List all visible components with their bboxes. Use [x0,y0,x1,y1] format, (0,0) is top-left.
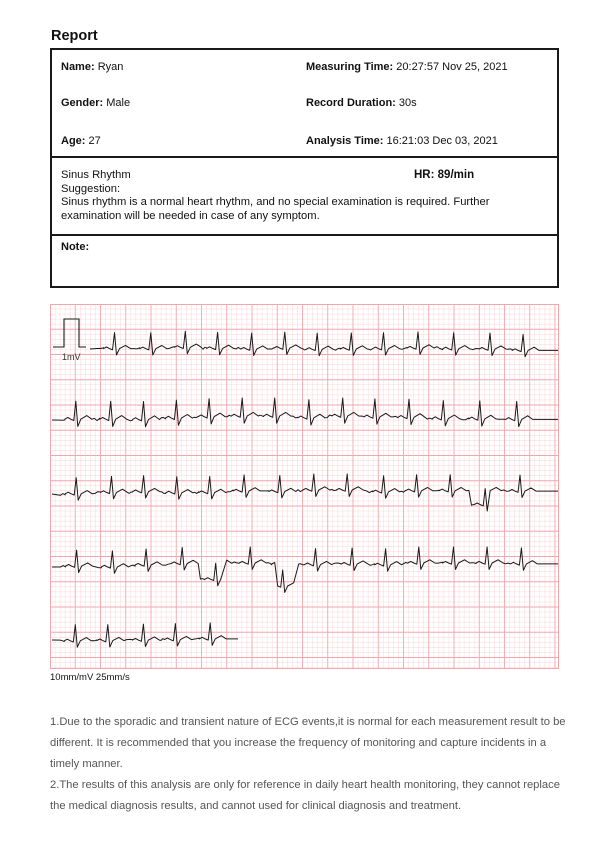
analysis-result-box [50,156,559,236]
name-label: Name: [61,61,95,73]
ecg-grid-minor [50,304,559,669]
heart-rate-value: 89/min [437,169,475,181]
disclaimer [50,712,570,817]
report-title: Report [51,28,98,44]
ecg-traces [52,331,558,647]
suggestion-label: Suggestion: [61,182,121,195]
ecg-trace-row-4 [52,547,558,592]
note-box [50,234,559,288]
ecg-grid [50,304,559,669]
disclaimer-paragraph-1: 1.Due to the sporadic and transient nature of ECG events,it is normal for each measurement result to be different. It is recommended that you increase the frequency of monitoring and capture incidents in a timely manner. [50,716,566,770]
age-field [61,135,101,147]
ecg-strip [50,304,559,669]
ecg-trace-row-1 [90,331,558,357]
analysis-time-label: Analysis Time: [306,135,384,147]
gender-label: Gender: [61,97,104,109]
ecg-scale-label: 10mm/mV 25mm/s [50,672,130,683]
age-label: Age: [61,135,86,147]
record-duration-value: 30s [398,97,417,109]
measuring-time-field [306,61,508,73]
suggestion-text: Sinus rhythm is a normal heart rhythm, and no special examination is required. Further examination will be needed in case of any symptom. [61,196,490,222]
patient-info-box [50,48,559,158]
note-label: Note: [61,241,90,253]
gender-value: Male [106,97,131,109]
gender-field [61,97,130,109]
calibration-pulse [53,319,86,347]
analysis-time-field [306,135,498,147]
ecg-trace-row-5 [52,623,238,647]
record-duration-label: Record Duration: [306,97,396,109]
rhythm-result: Sinus Rhythm [61,169,131,181]
age-value: 27 [88,135,101,147]
measuring-time-label: Measuring Time: [306,61,394,73]
analysis-time-value: 16:21:03 Dec 03, 2021 [386,135,498,147]
ecg-trace-row-2 [52,398,558,427]
heart-rate-label: HR: [414,169,435,181]
name-value: Ryan [97,61,124,73]
ecg-grid-major [50,304,559,669]
heart-rate [414,169,474,181]
measuring-time-value: 20:27:57 Nov 25, 2021 [396,61,508,73]
calibration-label: 1mV [62,352,81,362]
name-field [61,61,123,73]
ecg-trace-row-3 [52,474,558,511]
record-duration-field [306,97,417,109]
disclaimer-paragraph-2: 2.The results of this analysis are only for reference in daily heart health monitoring, they cannot replace the medical diagnosis results, and cannot used for clinical diagnosis and treatment. [50,779,560,812]
